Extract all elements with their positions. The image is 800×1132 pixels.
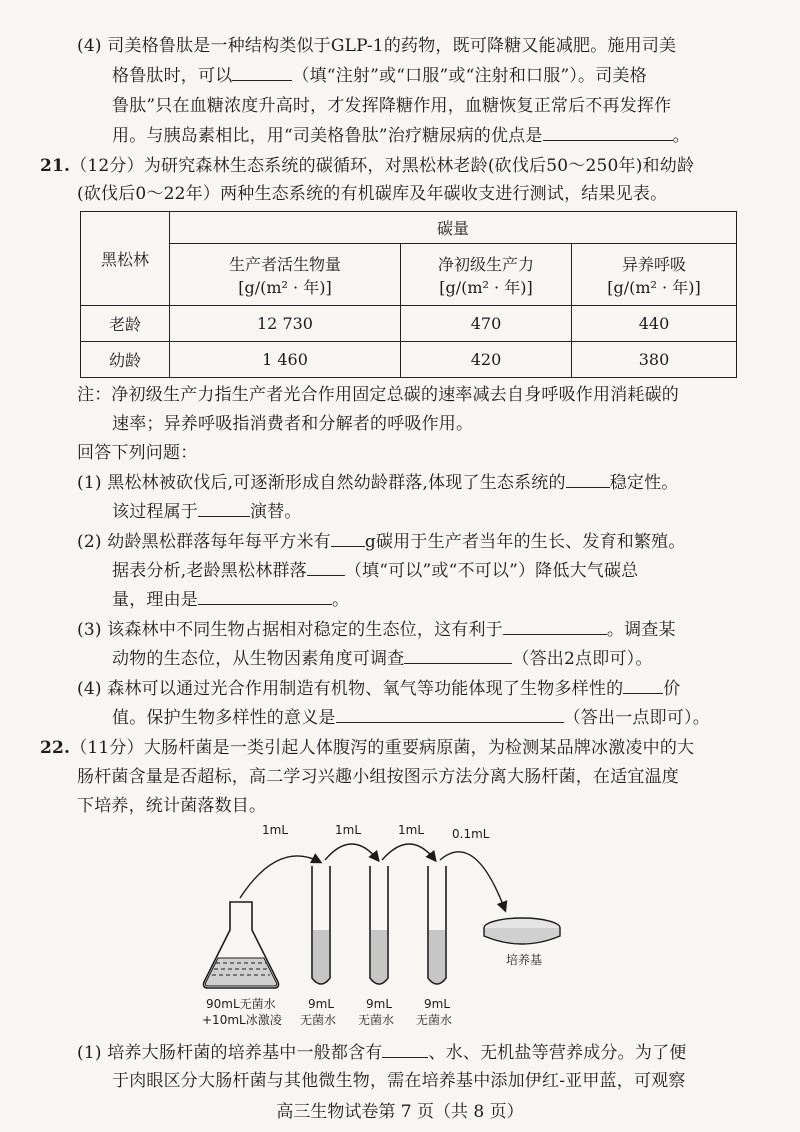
q20-4-line2 [112, 64, 647, 88]
q22-p1-line1 [77, 1041, 686, 1065]
table-cell: 440 [572, 306, 737, 342]
answer-blank[interactable] [198, 500, 250, 517]
tube-label: 9mL [424, 997, 451, 1011]
q21-intro-line1 [40, 154, 694, 178]
tube-label: 无菌水 [358, 1013, 395, 1027]
answer-blank[interactable] [198, 588, 332, 605]
q22-p1-b: 、水、无机盐等营养成分。为了便 [428, 1043, 687, 1063]
q22-intro-text1: （11分）大肠杆菌是一类引起人体腹泻的重要病原菌，为检测某品牌冰激凌中的大 [70, 738, 695, 758]
q21-p4-c: 值。保护生物多样性的意义是 [112, 708, 336, 728]
plate-label: 培养基 [506, 953, 543, 967]
q21-p4-line2 [112, 706, 710, 730]
q21-p1-c: 该过程属于 [112, 502, 198, 522]
col-unit: [g/(m² · 年)] [238, 277, 332, 297]
q21-p3-line1 [77, 618, 676, 642]
answer-blank[interactable] [331, 530, 365, 547]
q21-p2-a: (2) 幼龄黑松群落每年每平方米有 [77, 532, 331, 552]
table-group-header: 碳量 [170, 212, 737, 244]
q21-p3-d: （答出2点即可）。 [512, 649, 653, 669]
q21-p1-a: (1) 黑松林被砍伐后,可逐渐形成自然幼龄群落,体现了生态系统的 [77, 473, 566, 493]
q20-4-line4 [112, 124, 690, 148]
col-unit: [g/(m² · 年)] [607, 277, 701, 297]
answer-blank[interactable] [623, 677, 663, 694]
table-cell: 420 [401, 342, 572, 378]
q21-p1-b: 稳定性。 [609, 473, 679, 493]
col-name: 异养呼吸 [621, 254, 686, 274]
q21-p2-line3 [112, 588, 349, 612]
q21-intro-text1: （12分）为研究森林生态系统的碳循环，对黑松林老龄(砍伐后50～250年)和幼龄 [70, 156, 695, 176]
carbon-table [80, 211, 737, 378]
q21-p1-line2 [112, 500, 302, 524]
table-row [81, 306, 737, 342]
q20-4-line3: 鲁肽”只在血糖浓度升高时，才发挥降糖作用，血糖恢复正常后不再发挥作 [112, 96, 672, 116]
q21-p2-d: （填“可以”或“不可以”）降低大气碳总 [344, 561, 639, 581]
q20-4-line2-a: 格鲁肽时，可以 [112, 66, 233, 86]
flask-label: 90mL无菌水 [206, 997, 276, 1011]
answer-blank[interactable] [336, 706, 564, 723]
q21-p4-line1 [77, 677, 681, 701]
q21-answer-prompt: 回答下列问题： [77, 443, 198, 463]
answer-blank[interactable] [232, 64, 292, 81]
transfer-label: 1mL [335, 823, 362, 837]
tube-label: 9mL [308, 997, 335, 1011]
q21-p1-line1 [77, 471, 679, 495]
q21-intro-line2: (砍伐后0～22年）两种生态系统的有机碳库及年碳收支进行测试，结果见表。 [77, 184, 668, 204]
row-label: 老龄 [81, 306, 170, 342]
q20-4-line4-a: 用。与胰岛素相比，用“司美格鲁肽”治疗糖尿病的优点是 [112, 126, 543, 146]
q21-p3-c: 动物的生态位，从生物因素角度可调查 [112, 649, 405, 669]
test-tube-icon [312, 866, 330, 984]
q22-intro-line3: 下培养，统计菌落数目。 [77, 796, 267, 816]
dilution-diagram [190, 818, 610, 1036]
flask-icon [204, 902, 279, 988]
transfer-arrow [440, 852, 505, 910]
q21-p2-line1 [77, 530, 686, 554]
transfer-label: 1mL [398, 823, 425, 837]
answer-blank[interactable] [404, 647, 512, 664]
table-row-header: 黑松林 [81, 212, 170, 306]
q21-p1-d: 演替。 [250, 502, 302, 522]
col-unit: [g/(m² · 年)] [439, 277, 533, 297]
test-tube-icon [428, 866, 446, 984]
table-cell: 380 [572, 342, 737, 378]
page-footer: 高三生物试卷第 7 页（共 8 页） [276, 1102, 524, 1122]
col-name: 净初级生产力 [437, 254, 534, 274]
q21-p2-b: g碳用于生产者当年的生长、发育和繁殖。 [364, 532, 686, 552]
answer-blank[interactable] [382, 1041, 428, 1058]
q21-number: 21. [40, 156, 71, 176]
answer-blank[interactable] [307, 559, 345, 576]
q21-p2-e: 量，理由是 [112, 590, 198, 610]
q20-4-line1: (4) 司美格鲁肽是一种结构类似于GLP-1的药物，既可降糖又能减肥。施用司美 [77, 36, 677, 56]
q21-p2-c: 据表分析,老龄黑松林群落 [112, 561, 307, 581]
transfer-arrow [325, 844, 378, 860]
answer-blank[interactable] [566, 471, 610, 488]
test-tube-icon [370, 866, 388, 984]
answer-blank[interactable] [503, 618, 607, 635]
q21-p3-line2 [112, 647, 653, 671]
table-col-header [401, 244, 572, 306]
transfer-label: 0.1mL [452, 827, 490, 841]
q21-p2-f: 。 [332, 590, 350, 610]
q22-p1-a: (1) 培养大肠杆菌的培养基中一般都含有 [77, 1043, 383, 1063]
table-row [81, 342, 737, 378]
q22-intro-line2: 肠杆菌含量是否超标，高二学习兴趣小组按图示方法分离大肠杆菌，在适宜温度 [77, 767, 679, 787]
table-cell: 470 [401, 306, 572, 342]
q22-p1-line2: 于肉眼区分大肠杆菌与其他微生物，需在培养基中添加伊红-亚甲蓝，可观察 [112, 1071, 686, 1091]
transfer-arrow [240, 856, 320, 898]
q20-4-line4-b: 。 [672, 126, 690, 146]
tube-label: 无菌水 [300, 1013, 337, 1027]
tube-label: 9mL [366, 997, 393, 1011]
table-col-header [572, 244, 737, 306]
answer-blank[interactable] [543, 124, 673, 141]
tube-label: 无菌水 [416, 1013, 453, 1027]
q21-note-line2: 速率；异养呼吸指消费者和分解者的呼吸作用。 [112, 414, 474, 434]
table-cell: 12 730 [170, 306, 401, 342]
q22-number: 22. [40, 738, 71, 758]
q21-p4-a: (4) 森林可以通过光合作用制造有机物、氧气等功能体现了生物多样性的 [77, 679, 624, 699]
q22-intro-line1 [40, 736, 694, 760]
q21-p3-a: (3) 该森林中不同生物占据相对稳定的生态位，这有利于 [77, 620, 503, 640]
q21-p2-line2 [112, 559, 638, 583]
transfer-label: 1mL [262, 823, 289, 837]
q20-4-line2-b: （填“注射”或“口服”或“注射和口服”）。司美格 [292, 66, 647, 86]
q21-p4-d: （答出一点即可）。 [563, 708, 710, 728]
row-label: 幼龄 [81, 342, 170, 378]
q21-p4-b: 价 [663, 679, 681, 699]
petri-dish-icon [484, 918, 560, 944]
table-col-header [170, 244, 401, 306]
table-cell: 1 460 [170, 342, 401, 378]
col-name: 生产者活生物量 [228, 254, 341, 274]
q21-p3-b: 。调查某 [606, 620, 676, 640]
q21-note-line1: 注：净初级生产力指生产者光合作用固定总碳的速率减去自身呼吸作用消耗碳的 [77, 385, 679, 405]
transfer-arrow [382, 844, 435, 860]
flask-label: +10mL冰激凌 [202, 1013, 282, 1027]
